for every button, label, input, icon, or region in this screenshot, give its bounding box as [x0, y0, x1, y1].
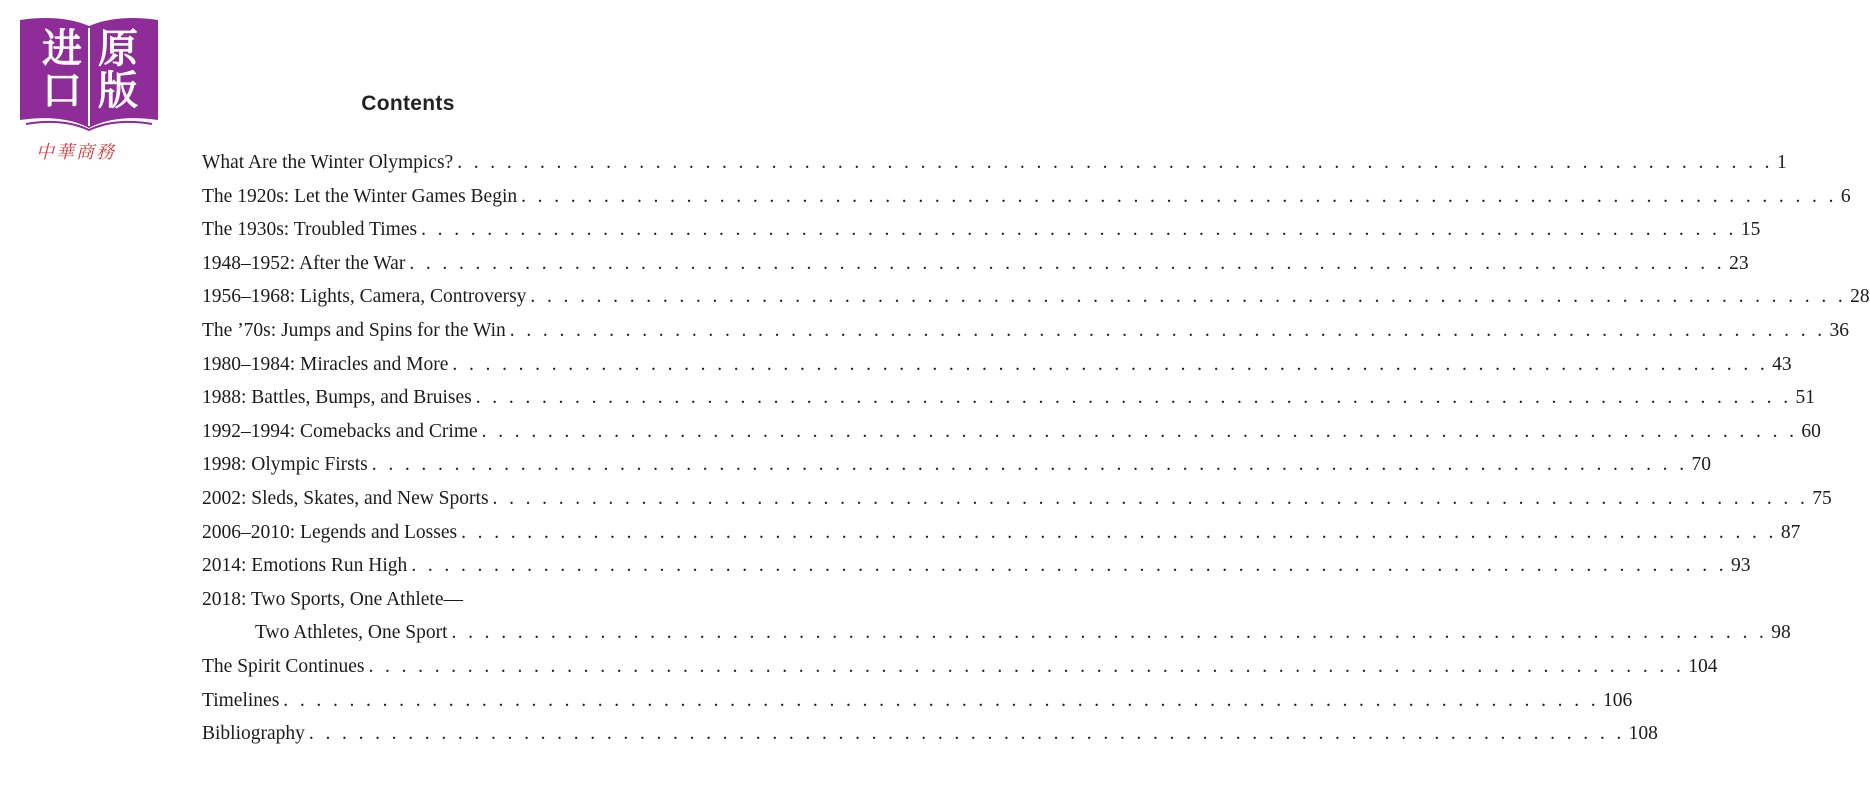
badge-char: 进 — [42, 26, 82, 72]
toc-entry-page: 87 — [1780, 521, 1801, 543]
toc-entry-title: 2014: Emotions Run High — [202, 555, 408, 577]
toc-dot-leader: . . . . . . . . . . . . . . . . . . . . . . . . . . . . . . . . . . . . . . . . . . . . . . . . . . . . . . . . . . . . . . . . . . . . . . . . . . . . . . . . — [521, 185, 1837, 207]
toc-entry — [202, 252, 1749, 287]
toc-entry-page: 43 — [1772, 353, 1792, 375]
toc-entry — [202, 420, 1821, 455]
toc-entry-title: 2002: Sleds, Skates, and New Sports — [202, 487, 489, 509]
toc-dot-leader: . . . . . . . . . . . . . . . . . . . . . . . . . . . . . . . . . . . . . . . . . . . . . . . . . . . . . . . . . . . . . . . . . . . . . . . . . . . . . . . . — [409, 252, 1726, 274]
toc-entry — [202, 185, 1851, 220]
toc-entry — [202, 286, 1870, 320]
toc-dot-leader: . . . . . . . . . . . . . . . . . . . . . . . . . . . . . . . . . . . . . . . . . . . . . . . . . . . . . . . . . . . . . . . . . . . . . . . . . . . . . . . . — [457, 152, 1773, 173]
toc-entry-title: Two Athletes, One Sport — [255, 622, 448, 644]
toc-dot-leader: . . . . . . . . . . . . . . . . . . . . . . . . . . . . . . . . . . . . . . . . . . . . . . . . . . . . . . . . . . . . . . . . . . . . . . . . . . . . . . . . — [451, 622, 1768, 644]
toc-entry — [202, 723, 1658, 757]
toc-entry-title: What Are the Winter Olympics? — [202, 152, 454, 173]
toc-entry — [202, 219, 1761, 253]
toc-entry-page: 15 — [1740, 219, 1761, 241]
toc-entry-page: 23 — [1729, 252, 1749, 274]
badge-char: 原 — [98, 26, 138, 72]
toc-dot-leader: . . . . . . . . . . . . . . . . . . . . . . . . . . . . . . . . . . . . . . . . . . . . . . . . . . . . . . . . . . . . . . . . . . . . . . . . . . . . . . . . — [411, 555, 1728, 577]
table-of-contents — [202, 152, 1870, 757]
toc-entry — [202, 555, 1751, 589]
toc-entry — [202, 353, 1792, 388]
toc-entry-title: The 1920s: Let the Winter Games Begin — [202, 185, 518, 207]
toc-entry-page: 70 — [1691, 454, 1711, 476]
toc-entry-page: 60 — [1801, 420, 1821, 442]
toc-entry — [202, 319, 1850, 354]
toc-entry-title: 2018: Two Sports, One Athlete— — [202, 588, 463, 610]
toc-entry — [202, 387, 1815, 421]
toc-entry-title: The ’70s: Jumps and Spins for the Win — [202, 319, 506, 341]
toc-entry-page: 6 — [1840, 185, 1851, 207]
toc-entry-title: Timelines — [202, 689, 280, 711]
toc-entry — [202, 152, 1787, 186]
toc-entry-continued — [202, 622, 1791, 656]
toc-entry — [202, 655, 1718, 690]
toc-entry-title: 2006–2010: Legends and Losses — [202, 521, 458, 543]
toc-dot-leader: . . . . . . . . . . . . . . . . . . . . . . . . . . . . . . . . . . . . . . . . . . . . . . . . . . . . . . . . . . . . . . . . . . . . . . . . . . . . . . . . — [481, 420, 1798, 442]
badge-char: 版 — [98, 68, 138, 114]
toc-entry — [202, 521, 1801, 556]
toc-entry-title: 1992–1994: Comebacks and Crime — [202, 420, 478, 442]
toc-dot-leader: . . . . . . . . . . . . . . . . . . . . . . . . . . . . . . . . . . . . . . . . . . . . . . . . . . . . . . . . . . . . . . . . . . . . . . . . . . . . . . . . — [492, 487, 1809, 509]
toc-entry-title: 1988: Battles, Bumps, and Bruises — [202, 387, 472, 409]
toc-entry — [202, 454, 1711, 488]
toc-dot-leader: . . . . . . . . . . . . . . . . . . . . . . . . . . . . . . . . . . . . . . . . . . . . . . . . . . . . . . . . . . . . . . . . . . . . . . . . . . . . . . . . — [421, 219, 1737, 241]
toc-entry-page: 75 — [1812, 487, 1832, 509]
toc-entry — [202, 487, 1832, 522]
toc-dot-leader: . . . . . . . . . . . . . . . . . . . . . . . . . . . . . . . . . . . . . . . . . . . . . . . . . . . . . . . . . . . . . . . . . . . . . . . . . . . . . . . . — [371, 454, 1688, 476]
toc-entry-page: 1 — [1776, 152, 1787, 173]
publisher-name: 中華商務 — [36, 142, 116, 163]
toc-dot-leader: . . . . . . . . . . . . . . . . . . . . . . . . . . . . . . . . . . . . . . . . . . . . . . . . . . . . . . . . . . . . . . . . . . . . . . . . . . . . . . . . — [509, 319, 1826, 341]
toc-entry-page: 104 — [1688, 655, 1718, 677]
toc-entry-page: 51 — [1795, 387, 1815, 409]
toc-entry-title: 1980–1984: Miracles and More — [202, 353, 449, 375]
toc-dot-leader: . . . . . . . . . . . . . . . . . . . . . . . . . . . . . . . . . . . . . . . . . . . . . . . . . . . . . . . . . . . . . . . . . . . . . . . . . . . . . . . . — [308, 723, 1625, 745]
toc-dot-leader: . . . . . . . . . . . . . . . . . . . . . . . . . . . . . . . . . . . . . . . . . . . . . . . . . . . . . . . . . . . . . . . . . . . . . . . . . . . . . . . . — [368, 655, 1685, 677]
toc-entry-title: Bibliography — [202, 723, 305, 745]
toc-entry-page: 106 — [1603, 689, 1633, 711]
page-title: Contents — [361, 92, 455, 115]
toc-entry-page: 98 — [1771, 622, 1791, 644]
toc-entry-page: 28 — [1850, 286, 1870, 308]
toc-dot-leader: . . . . . . . . . . . . . . . . . . . . . . . . . . . . . . . . . . . . . . . . . . . . . . . . . . . . . . . . . . . . . . . . . . . . . . . . . . . . . . . . — [475, 387, 1792, 409]
toc-entry-title: 1948–1952: After the War — [202, 252, 406, 274]
toc-entry-title: The Spirit Continues — [202, 655, 365, 677]
toc-dot-leader: . . . . . . . . . . . . . . . . . . . . . . . . . . . . . . . . . . . . . . . . . . . . . . . . . . . . . . . . . . . . . . . . . . . . . . . . . . . . . . . . — [530, 286, 1847, 308]
toc-dot-leader: . . . . . . . . . . . . . . . . . . . . . . . . . . . . . . . . . . . . . . . . . . . . . . . . . . . . . . . . . . . . . . . . . . . . . . . . . . . . . . . . — [283, 689, 1600, 711]
toc-dot-leader: . . . . . . . . . . . . . . . . . . . . . . . . . . . . . . . . . . . . . . . . . . . . . . . . . . . . . . . . . . . . . . . . . . . . . . . . . . . . . . . . — [461, 521, 1777, 543]
toc-entry-title: 1956–1968: Lights, Camera, Controversy — [202, 286, 527, 308]
toc-dot-leader: . . . . . . . . . . . . . . . . . . . . . . . . . . . . . . . . . . . . . . . . . . . . . . . . . . . . . . . . . . . . . . . . . . . . . . . . . . . . . . . . — [452, 353, 1769, 375]
toc-entry — [202, 589, 615, 623]
toc-entry-page: 108 — [1628, 723, 1658, 745]
badge-char: 口 — [42, 68, 82, 114]
toc-entry — [202, 689, 1633, 724]
toc-entry-title: The 1930s: Troubled Times — [202, 219, 418, 241]
toc-entry-page: 93 — [1731, 555, 1751, 577]
toc-entry-title: 1998: Olympic Firsts — [202, 454, 368, 476]
toc-entry-page: 36 — [1829, 319, 1850, 341]
